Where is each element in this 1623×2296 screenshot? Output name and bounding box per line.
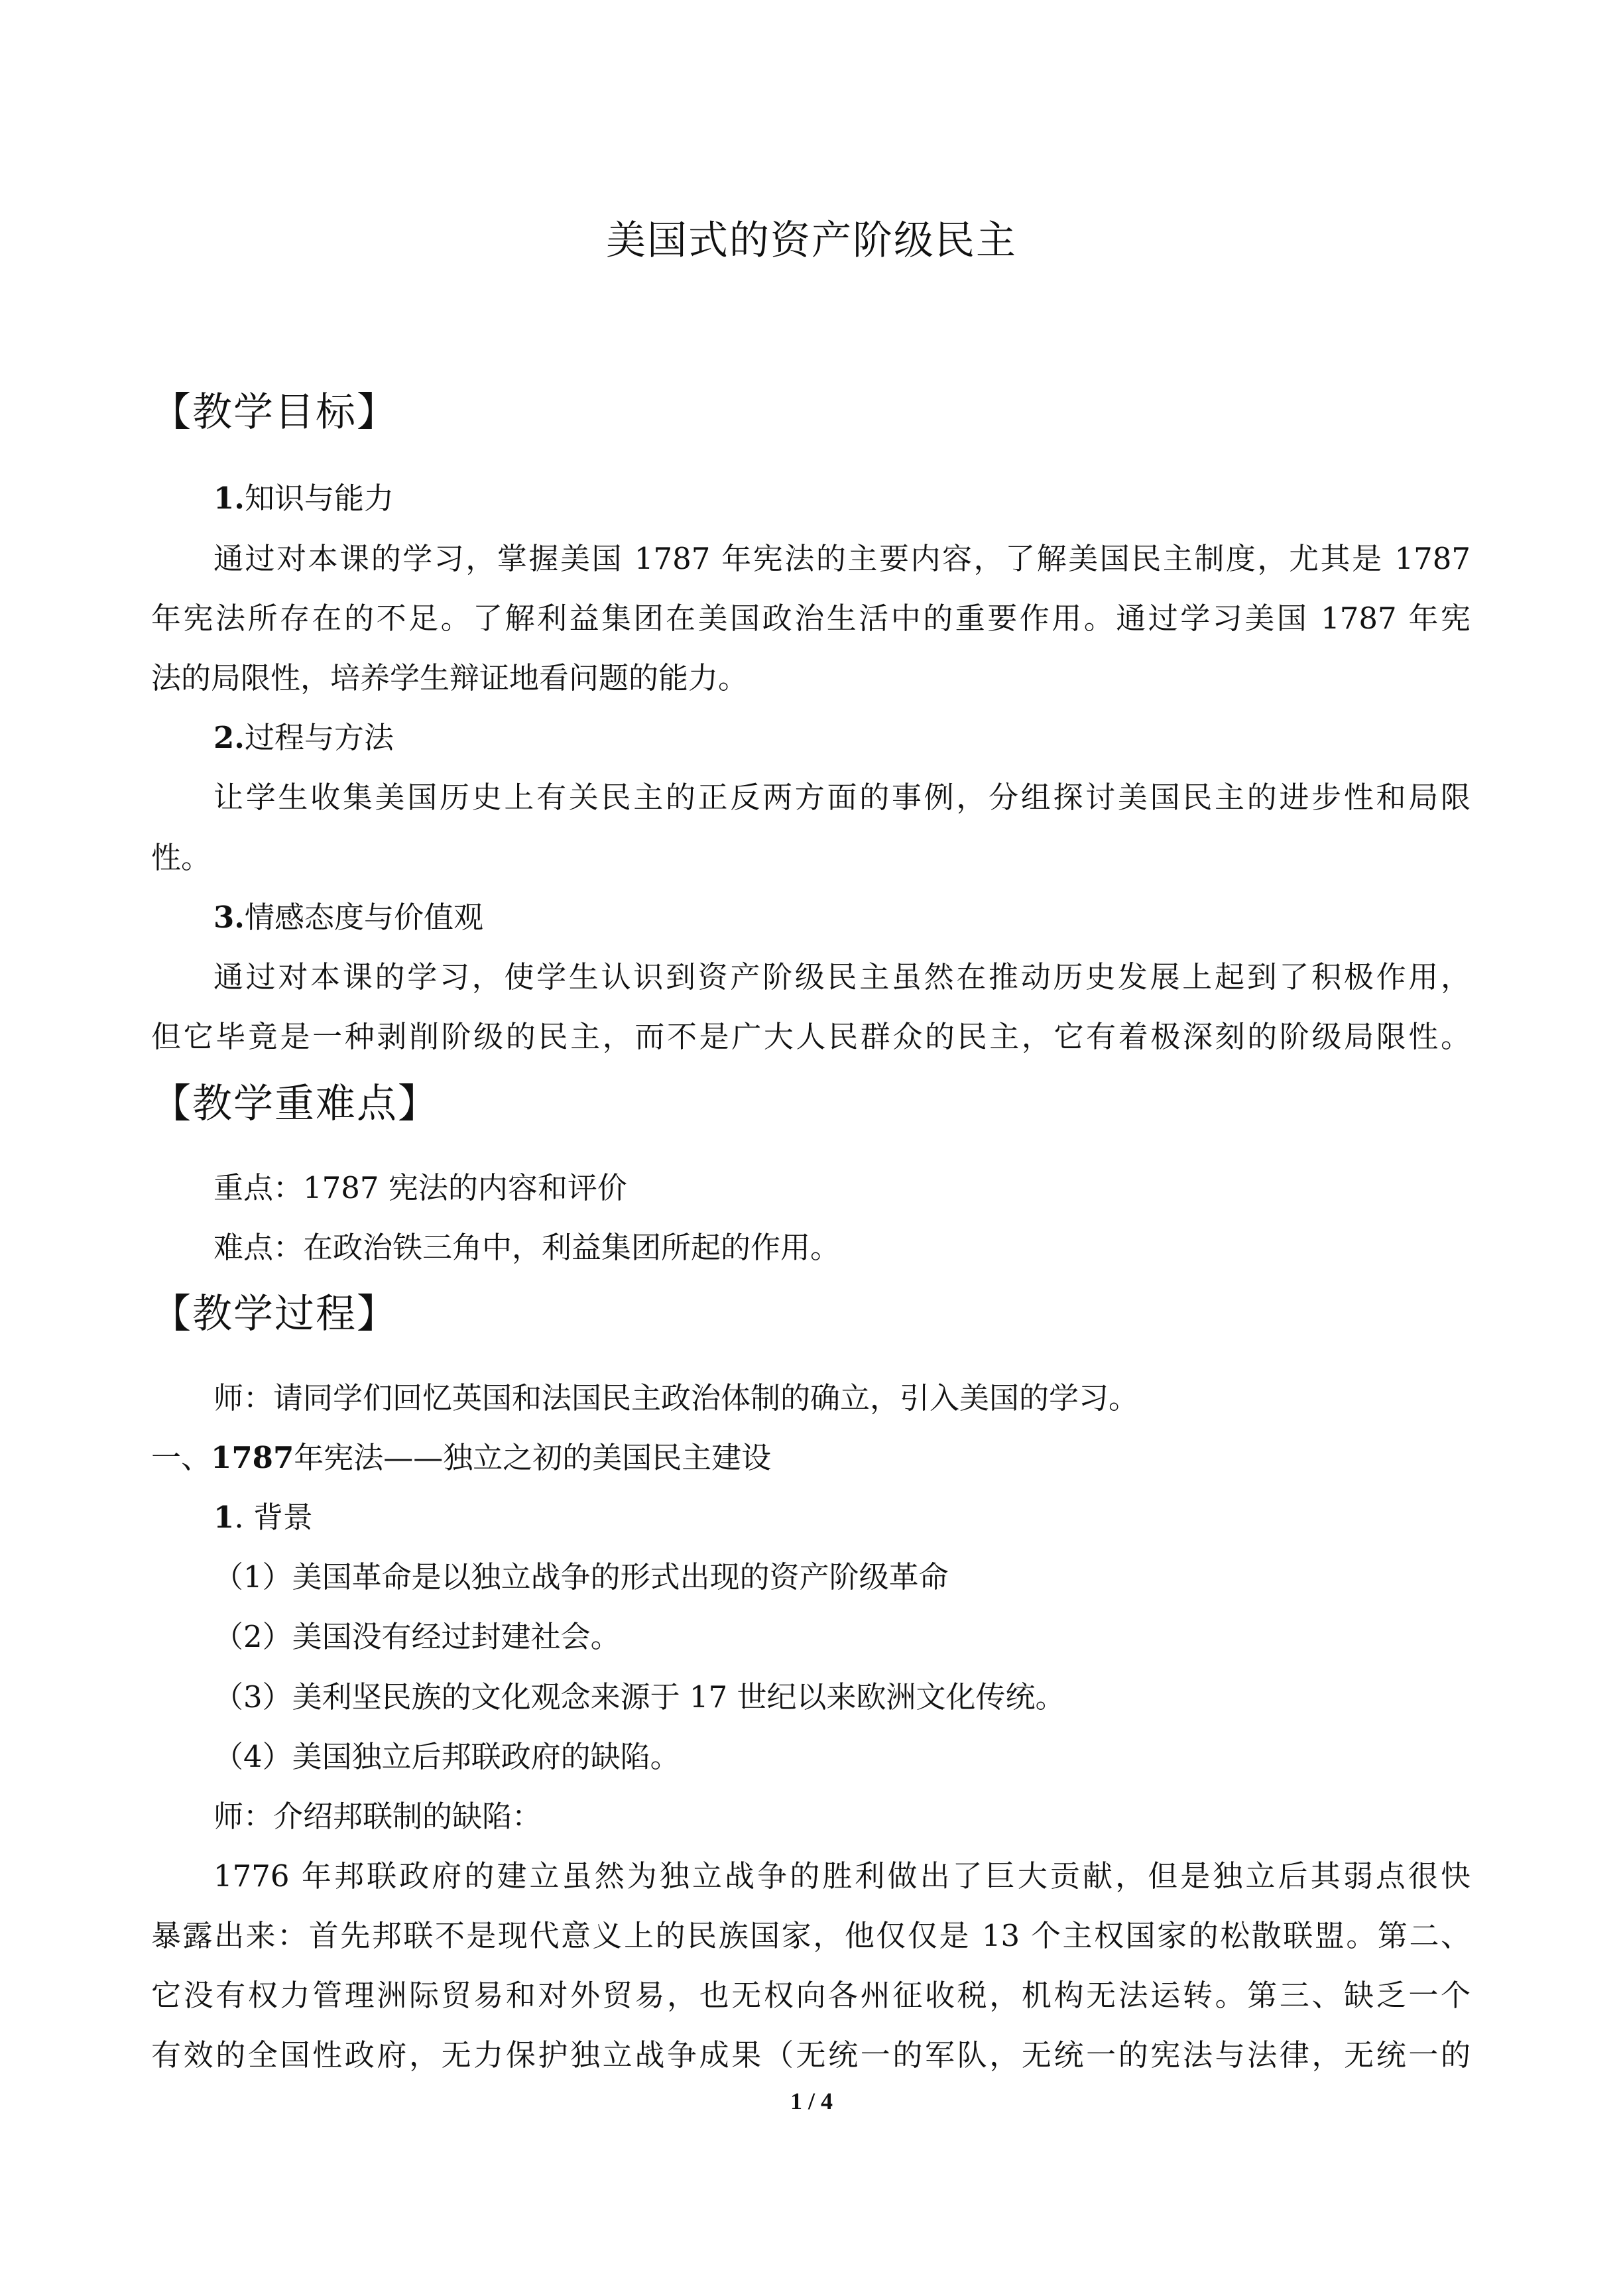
paragraph-line: 通过对本课的学习，掌握美国 1787 年宪法的主要内容，了解美国民主制度，尤其是 1787	[213, 541, 1471, 576]
paragraph-line: 暴露出来：首先邦联不是现代意义上的民族国家，他仅仅是 13 个主权国家的松散联盟。第二、	[151, 1918, 1471, 1953]
part-1-title: 年宪法——独立之初的美国民主建设	[294, 1440, 772, 1475]
objective-3-number: 3.	[213, 900, 245, 935]
objective-1-number: 1.	[213, 481, 245, 516]
subsection-title: . 背景	[234, 1500, 313, 1535]
objective-1-label: 知识与能力	[244, 481, 394, 516]
subsection-background	[213, 1496, 313, 1540]
objective-2-title	[213, 716, 394, 760]
section-heading-objectives: 【教学目标】	[151, 389, 398, 436]
difficult-point: 难点：在政治铁三角中，利益集团所起的作用。	[213, 1230, 841, 1265]
paragraph-line: 1776 年邦联政府的建立虽然为独立战争的胜利做出了巨大贡献，但是独立后其弱点很快	[213, 1858, 1471, 1894]
background-item-2: （2）美国没有经过封建社会。	[213, 1619, 621, 1654]
objective-1-title	[213, 477, 394, 520]
objective-3-title	[213, 896, 483, 939]
background-item-4: （4）美国独立后邦联政府的缺陷。	[213, 1739, 680, 1774]
process-intro: 师：请同学们回忆英国和法国民主政治体制的确立，引入美国的学习。	[213, 1380, 1139, 1416]
paragraph-line: 通过对本课的学习，使学生认识到资产阶级民主虽然在推动历史发展上起到了积极作用，	[213, 959, 1471, 995]
paragraph-line: 法的局限性，培养学生辩证地看问题的能力。	[151, 660, 749, 695]
background-item-1: （1）美国革命是以独立战争的形式出现的资产阶级革命	[213, 1559, 949, 1595]
paragraph-line: 但它毕竟是一种剥削阶级的民主，而不是广大人民群众的民主，它有着极深刻的阶级局限性。	[151, 1019, 1471, 1054]
paragraph-line: 它没有权力管理洲际贸易和对外贸易，也无权向各州征收税，机构无法运转。第三、缺乏一个	[151, 1978, 1471, 2013]
page-number: 1 / 4	[790, 2088, 833, 2114]
part-1-heading	[151, 1436, 771, 1480]
part-1-prefix: 一、	[151, 1440, 211, 1475]
paragraph-line: 让学生收集美国历史上有关民主的正反两方面的事例，分组探讨美国民主的进步性和局限	[213, 780, 1471, 815]
background-item-3: （3）美利坚民族的文化观念来源于 17 世纪以来欧洲文化传统。	[213, 1679, 1065, 1715]
paragraph-line: 有效的全国性政府，无力保护独立战争成果（无统一的军队，无统一的宪法与法律，无统一的	[151, 2037, 1471, 2073]
subsection-number: 1	[213, 1500, 235, 1535]
part-1-year: 1787	[211, 1440, 294, 1475]
paragraph-line: 年宪法所存在的不足。了解利益集团在美国政治生活中的重要作用。通过学习美国 1787 年宪	[151, 601, 1471, 636]
objective-3-label: 情感态度与价值观	[244, 900, 483, 935]
objective-2-label: 过程与方法	[244, 720, 394, 755]
teacher-note: 师：介绍邦联制的缺陷：	[213, 1799, 542, 1834]
key-point: 重点：1787 宪法的内容和评价	[213, 1170, 627, 1205]
section-heading-focus: 【教学重难点】	[151, 1081, 439, 1127]
document-title: 美国式的资产阶级民主	[606, 217, 1017, 264]
section-heading-process: 【教学过程】	[151, 1291, 398, 1337]
objective-2-number: 2.	[213, 720, 245, 755]
paragraph-line: 性。	[151, 840, 211, 875]
